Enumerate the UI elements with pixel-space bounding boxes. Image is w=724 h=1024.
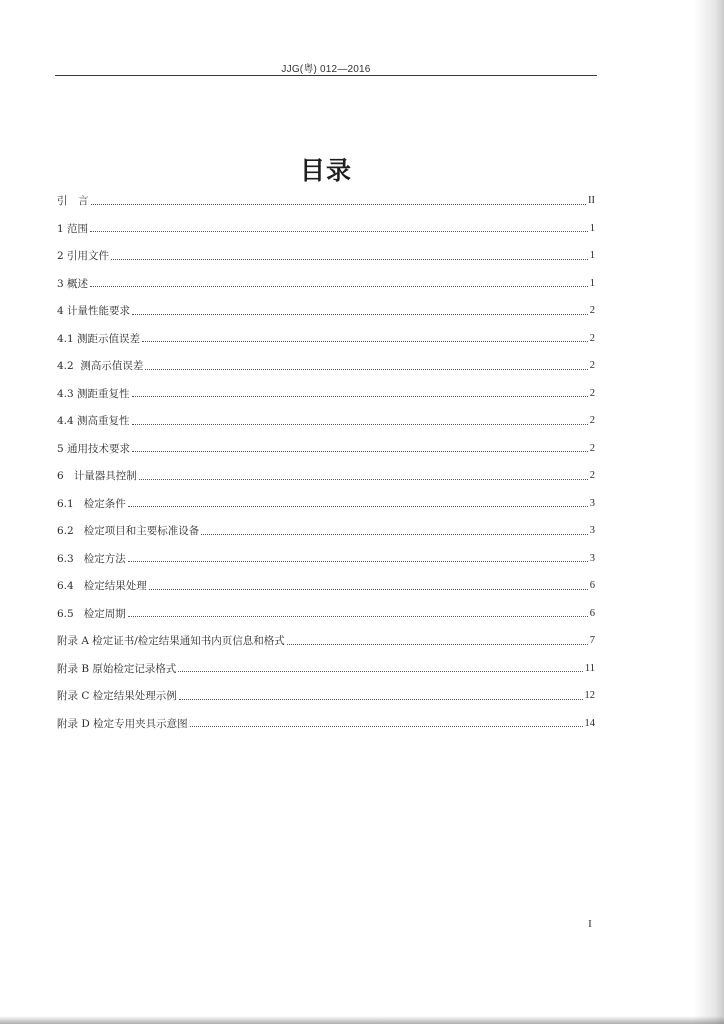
toc-entry-label: 4.2 测高示值误差 — [57, 360, 144, 373]
toc-dot-leader — [128, 505, 588, 507]
toc-entry-page: 12 — [584, 690, 595, 702]
toc-entry-page: 2 — [589, 305, 595, 317]
toc-dot-leader — [201, 533, 588, 535]
toc-entry-label: 1 范围 — [57, 222, 89, 235]
toc-entry-page: 2 — [589, 360, 595, 372]
toc-dot-leader — [90, 230, 588, 232]
toc-entry-label: 4.1 测距示值误差 — [57, 332, 141, 345]
toc-entry-label: 6.1 检定条件 — [57, 497, 126, 510]
toc-entry-label: 6 计量器具控制 — [57, 470, 137, 483]
toc-entry-label: 5 通用技术要求 — [57, 442, 131, 455]
toc-entry[interactable] — [57, 270, 595, 298]
page-number: I — [588, 918, 592, 930]
running-header: JJG(粤) 012—2016 — [281, 64, 371, 75]
toc-dot-leader — [178, 670, 582, 672]
toc-dot-leader — [179, 698, 583, 700]
toc-entry[interactable] — [57, 710, 595, 738]
toc-entry-page: 1 — [589, 277, 595, 289]
toc-entry-page: 2 — [589, 387, 595, 399]
toc-entry-label: 6.5 检定周期 — [57, 607, 126, 620]
toc-dot-leader — [139, 478, 588, 480]
toc-entry-label: 附录 C 检定结果处理示例 — [57, 690, 177, 703]
toc-title: 目录 — [299, 156, 352, 185]
toc-entry[interactable] — [57, 627, 595, 655]
toc-dot-leader — [90, 285, 588, 287]
toc-entry-label: 2 引用文件 — [57, 250, 110, 263]
toc-dot-leader — [287, 643, 588, 645]
toc-entry[interactable] — [57, 187, 595, 215]
toc-entry[interactable] — [57, 242, 595, 270]
toc-entry-page: 2 — [589, 442, 595, 454]
toc-entry-label: 4.4 测高重复性 — [57, 415, 130, 428]
toc-entry-page: 2 — [589, 332, 595, 344]
toc-dot-leader — [132, 395, 588, 397]
toc-entry[interactable] — [57, 490, 595, 518]
toc-entry[interactable] — [57, 545, 595, 573]
toc-entry-page: 1 — [589, 250, 595, 262]
toc-dot-leader — [149, 588, 588, 590]
toc-entry-page: 3 — [589, 497, 595, 509]
toc-entry[interactable] — [57, 682, 595, 710]
header-rule — [55, 75, 597, 76]
toc-entry[interactable] — [57, 325, 595, 353]
toc-entry-label: 6.4 检定结果处理 — [57, 580, 147, 593]
toc-entry-page: 2 — [589, 415, 595, 427]
toc-entry-page: 1 — [589, 222, 595, 234]
toc-entry-page: 14 — [584, 717, 595, 729]
toc-entry-page: 6 — [589, 580, 595, 592]
toc-entry-page: 3 — [589, 525, 595, 537]
toc-dot-leader — [91, 203, 587, 205]
toc-entry[interactable] — [57, 572, 595, 600]
toc-entry-label: 6.3 检定方法 — [57, 552, 126, 565]
toc-entry[interactable] — [57, 380, 595, 408]
toc-entry-label: 3 概述 — [57, 277, 89, 290]
toc-entry-label: 6.2 检定项目和主要标准设备 — [57, 525, 200, 538]
toc-entry[interactable] — [57, 655, 595, 683]
toc-entry-label: 引 言 — [57, 195, 89, 208]
toc-dot-leader — [132, 450, 588, 452]
scan-shadow-bottom — [0, 1016, 724, 1024]
toc-entry-label: 附录 A 检定证书/检定结果通知书内页信息和格式 — [57, 635, 285, 648]
toc-dot-leader — [145, 368, 587, 370]
toc-dot-leader — [128, 615, 588, 617]
toc-entry-page: 3 — [589, 552, 595, 564]
scan-shadow-right — [694, 0, 724, 1024]
toc-entry-label: 附录 B 原始检定记录格式 — [57, 662, 177, 675]
toc-dot-leader — [132, 423, 588, 425]
toc-entry[interactable] — [57, 462, 595, 490]
toc-entry[interactable] — [57, 517, 595, 545]
toc-entry-page: 7 — [589, 635, 595, 647]
toc-entry-label: 4 计量性能要求 — [57, 305, 131, 318]
toc-entry-label: 4.3 测距重复性 — [57, 387, 130, 400]
toc-entry-page: II — [588, 195, 595, 207]
toc-dot-leader — [111, 258, 588, 260]
toc-entry[interactable] — [57, 215, 595, 243]
toc-entry-label: 附录 D 检定专用夹具示意图 — [57, 717, 188, 730]
toc-dot-leader — [128, 560, 588, 562]
toc-entry[interactable] — [57, 352, 595, 380]
toc-entry[interactable] — [57, 297, 595, 325]
toc-dot-leader — [132, 313, 588, 315]
toc-entry-page: 11 — [584, 662, 595, 674]
toc-dot-leader — [190, 725, 583, 727]
toc-dot-leader — [142, 340, 588, 342]
toc-entry[interactable] — [57, 600, 595, 628]
toc-list — [57, 187, 595, 737]
toc-entry-page: 6 — [589, 607, 595, 619]
toc-entry[interactable] — [57, 435, 595, 463]
toc-entry-page: 2 — [589, 470, 595, 482]
toc-entry[interactable] — [57, 407, 595, 435]
